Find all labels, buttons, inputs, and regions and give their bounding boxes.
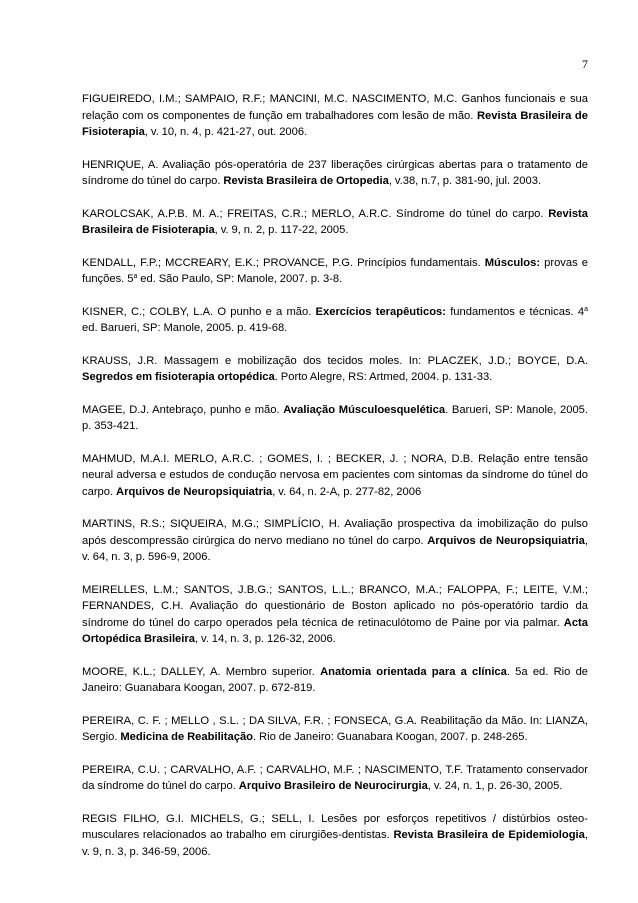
reference-source-title: Revista Brasileira de Fisioterapia xyxy=(82,207,588,236)
reference-entry xyxy=(82,582,588,648)
reference-text: , v.38, n.7, p. 381-90, jul. 2003. xyxy=(388,175,542,187)
reference-text: FIGUEIREDO, I.M.; SAMPAIO, R.F.; MANCINI, M.C. NASCIMENTO, M.C. Ganhos funcionais e sua relação com os componentes de função em trabalhadores com lesão de mão. xyxy=(82,93,588,122)
reference-text: MEIRELLES, L.M.; SANTOS, J.B.G.; SANTOS, L.L.; BRANCO, M.A.; FALOPPA, F.; LEITE, V.M.; FERNANDES, C.H. Avaliação do questionário de Boston aplicado no pós-operatório tardio da síndrome do túnel do carpo operados pela técnica de retinaculótomo de Paine por via palmar. xyxy=(82,583,588,629)
reference-entry xyxy=(82,713,588,746)
reference-source-title: Medicina de Reabilitação xyxy=(120,731,254,743)
reference-entry xyxy=(82,304,588,337)
reference-source-title: Acta Ortopédica Brasileira xyxy=(82,616,588,645)
reference-source-title: Músculos: xyxy=(484,256,541,269)
reference-source-title: Segredos em fisioterapia ortopédica xyxy=(82,371,275,383)
reference-entry xyxy=(82,402,588,435)
page-number: 7 xyxy=(582,57,588,71)
reference-entry xyxy=(82,353,588,386)
reference-text: , v. 9, n. 2, p. 117-22, 2005. xyxy=(214,224,349,236)
reference-text: . Porto Alegre, RS: Artmed, 2004. p. 131-33. xyxy=(274,371,493,383)
reference-text: KENDALL, F.P.; MCCREARY, E.K.; PROVANCE, P.G. Princípios fundamentais. xyxy=(82,256,485,269)
reference-source-title: Revista Brasileira de Epidemiologia xyxy=(393,829,585,841)
reference-text: , v. 10, n. 4, p. 421-27, out. 2006. xyxy=(144,126,308,138)
reference-entry xyxy=(82,664,588,697)
reference-text: KAROLCSAK, A.P.B. M. A.; FREITAS, C.R.; MERLO, A.R.C. Síndrome do túnel do carpo. xyxy=(82,207,549,220)
reference-text: PEREIRA, C. F. ; MELLO , S.L. ; DA SILVA, F.R. ; FONSECA, G.A. Reabilitação da Mão. In: LIANZA, Sergio. xyxy=(82,714,588,743)
reference-text: fundamentos e técnicas. 4 xyxy=(445,305,585,318)
reference-text: ed. São Paulo, SP: Manole, 2007. p. 3-8. xyxy=(137,273,343,285)
reference-text: REGIS FILHO, G.I. MICHELS, G.; SELL, I. Lesões por esforços repetitivos / distúrbios osteo-musculares relacionados ao trabalho em cirurgiões-dentistas. xyxy=(82,812,588,841)
reference-text: , v. 14, n. 3, p. 126-32, 2006. xyxy=(194,633,336,645)
reference-text: , v. 9, n. 3, p. 346-59, 2006. xyxy=(82,829,588,858)
reference-text: ed. Barueri, SP: Manole, 2005. p. 419-68. xyxy=(82,322,288,334)
ordinal-superscript: a xyxy=(584,305,588,313)
reference-entry xyxy=(82,516,588,566)
reference-source-title: Exercícios terapêuticos: xyxy=(315,305,446,318)
reference-list xyxy=(82,91,588,876)
reference-entry xyxy=(82,762,588,795)
reference-text: MOORE, K.L.; DALLEY, A. Membro superior. xyxy=(82,665,321,678)
reference-text: MAHMUD, M.A.I. MERLO, A.R.C. ; GOMES, I. ; BECKER, J. ; NORA, D.B. Relação entre tensão neural adversa e estudos de condução nervosa em pacientes com sintomas da síndrome do túnel do carpo. xyxy=(82,452,588,498)
reference-text: KRAUSS, J.R. Massagem e mobilização dos tecidos moles. In: PLACZEK, J.D.; BOYCE, D.A. xyxy=(82,354,588,367)
reference-text: , v. 64, n. 2-A, p. 277-82, 2006 xyxy=(272,485,422,498)
ordinal-superscript: a xyxy=(133,273,138,280)
reference-entry xyxy=(82,255,588,288)
reference-text: provas e funções. 5 xyxy=(82,256,588,285)
reference-entry xyxy=(82,451,588,501)
reference-source-title: Revista Brasileira de Fisioterapia xyxy=(82,109,588,138)
reference-text: , v. 24, n. 1, p. 26-30, 2005. xyxy=(427,780,563,792)
reference-text: KISNER, C.; COLBY, L.A. O punho e a mão. xyxy=(82,305,316,318)
reference-text: . 5a ed. Rio de Janeiro: Guanabara Koogan, 2007. p. 672-819. xyxy=(82,665,589,694)
reference-text: PEREIRA, C.U. ; CARVALHO, A.F. ; CARVALHO, M.F. ; NASCIMENTO, T.F. Tratamento conservador da síndrome do túnel do carpo. xyxy=(82,763,588,792)
reference-entry xyxy=(82,206,588,239)
reference-text: . Barueri, SP: Manole, 2005. p. 353-421. xyxy=(82,403,588,432)
reference-text: . Rio de Janeiro: Guanabara Koogan, 2007. p. 248-265. xyxy=(253,731,528,743)
reference-source-title: Arquivos de Neuropsiquiatria xyxy=(427,534,585,547)
reference-entry xyxy=(82,157,588,190)
reference-text: MARTINS, R.S.; SIQUEIRA, M.G.; SIMPLÍCIO, H. Avaliação prospectiva da imobilização do pulso após descompressão cirúrgica do nervo mediano no túnel do carpo. xyxy=(82,518,588,547)
reference-source-title: Avaliação Músculoesquelética xyxy=(283,403,446,416)
reference-entry xyxy=(82,91,588,141)
reference-text: MAGEE, D.J. Antebraço, punho e mão. xyxy=(82,403,284,416)
reference-text: , v. 64, n. 3, p. 596-9, 2006. xyxy=(82,534,588,563)
reference-source-title: Revista Brasileira de Ortopedia xyxy=(223,175,389,187)
reference-source-title: Arquivo Brasileiro de Neurocirurgia xyxy=(238,780,428,792)
reference-source-title: Arquivos de Neuropsiquiatria xyxy=(116,485,273,498)
reference-text: HENRIQUE, A. Avaliação pós-operatória de 237 liberações cirúrgicas abertas para o tratamento de síndrome do túnel do carpo. xyxy=(82,158,588,187)
reference-entry xyxy=(82,811,588,861)
reference-source-title: Anatomia orientada para a clínica xyxy=(320,665,507,678)
